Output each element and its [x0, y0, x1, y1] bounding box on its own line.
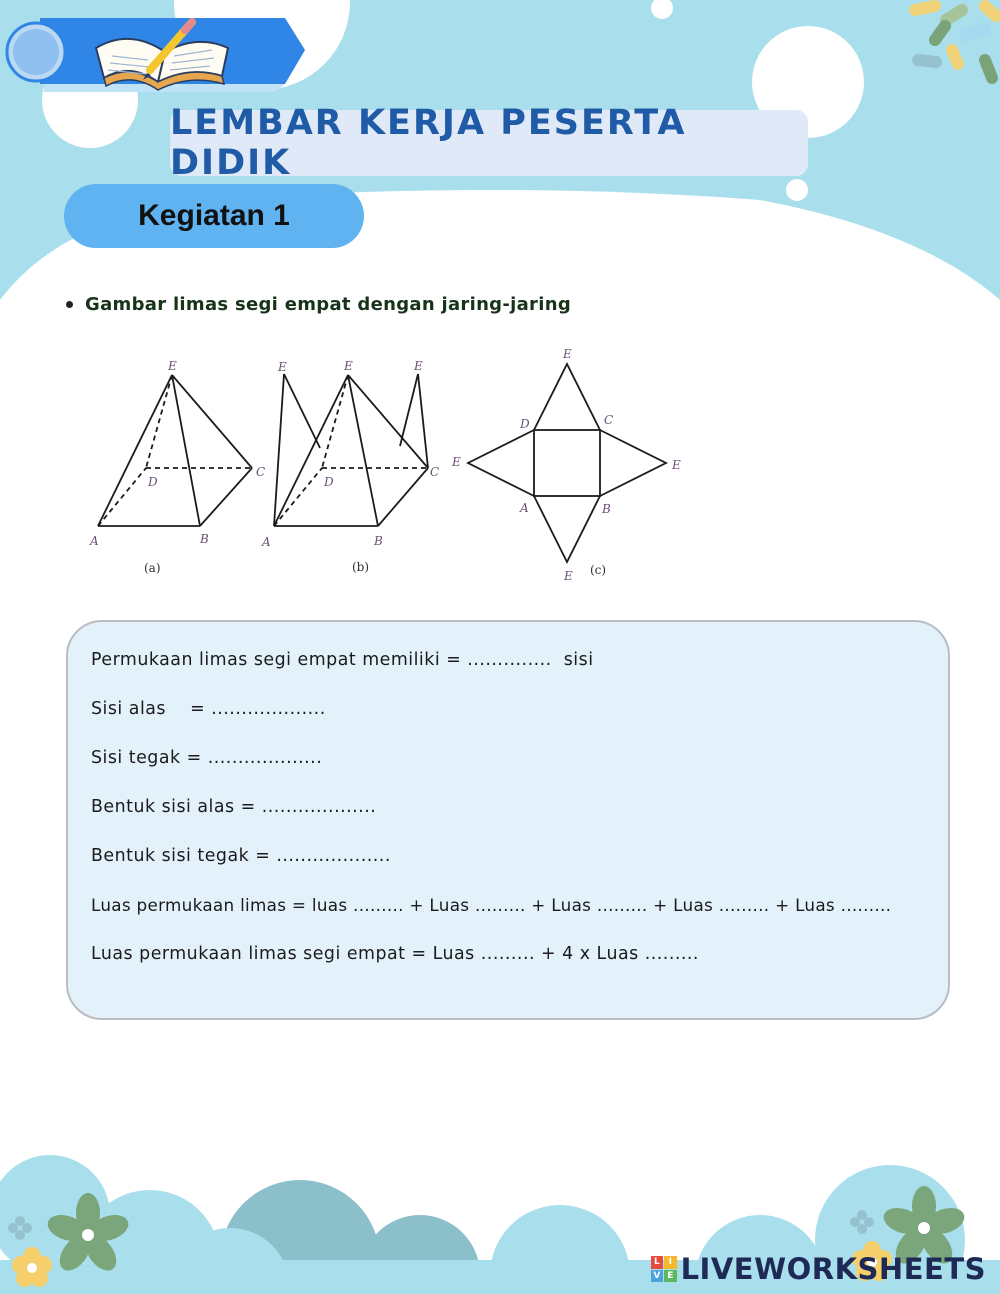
label-a-A: A	[90, 534, 99, 548]
label-b-B: B	[374, 534, 383, 548]
activity-pill	[64, 184, 364, 248]
question-line: Bentuk sisi alas = ...................	[91, 797, 377, 817]
label-c-E-top: E	[563, 347, 572, 361]
label-b-E3: E	[414, 359, 423, 373]
label-c-E-right: E	[672, 458, 681, 472]
bullet-icon	[66, 301, 73, 308]
question-line: Bentuk sisi tegak = ...................	[91, 846, 391, 866]
activity-label: Kegiatan 1	[138, 199, 290, 232]
label-a-B: B	[200, 532, 209, 546]
label-c-C: C	[604, 413, 614, 427]
label-b-E1: E	[278, 360, 287, 374]
label-b-D: D	[324, 475, 334, 489]
caption-b: (b)	[352, 560, 370, 574]
question-line: Luas permukaan limas segi empat = Luas ......... + 4 x Luas .........	[91, 944, 699, 964]
pyramid-net-figure	[80, 338, 700, 588]
section-heading-text: Gambar limas segi empat dengan jaring-jaring	[85, 294, 571, 315]
question-panel	[66, 620, 950, 1020]
label-c-A: A	[520, 501, 529, 515]
label-c-D: D	[520, 417, 530, 431]
label-a-E: E	[168, 359, 177, 373]
pyramid-a	[98, 375, 252, 526]
pyramid-b	[274, 374, 428, 526]
liveworksheets-logo-icon: L I V E	[651, 1256, 677, 1282]
label-a-C: C	[256, 465, 266, 479]
label-a-D: D	[148, 475, 158, 489]
label-c-E-bottom: E	[564, 569, 573, 583]
title-banner	[170, 103, 808, 183]
section-heading	[66, 294, 571, 315]
question-line: Sisi alas = ...................	[91, 699, 326, 719]
question-line: Permukaan limas segi empat memiliki = .............. sisi	[91, 650, 594, 670]
label-b-C: C	[430, 465, 440, 479]
label-c-E-left: E	[452, 455, 461, 469]
brand-name: LIVEWORKSHEETS	[680, 1252, 986, 1286]
page-title: LEMBAR KERJA PESERTA DIDIK	[170, 103, 687, 183]
label-c-B: B	[602, 502, 611, 516]
label-b-E2: E	[344, 359, 353, 373]
caption-a: (a)	[144, 561, 161, 575]
label-b-A: A	[262, 535, 271, 549]
pyramid-net-c	[468, 364, 666, 562]
question-line: Sisi tegak = ...................	[91, 748, 323, 768]
liveworksheets-brand[interactable]	[651, 1252, 986, 1286]
caption-c: (c)	[590, 563, 607, 577]
question-line: Luas permukaan limas = luas ......... + Luas ......... + Luas ......... + Luas ......... + Luas .........	[91, 895, 892, 915]
